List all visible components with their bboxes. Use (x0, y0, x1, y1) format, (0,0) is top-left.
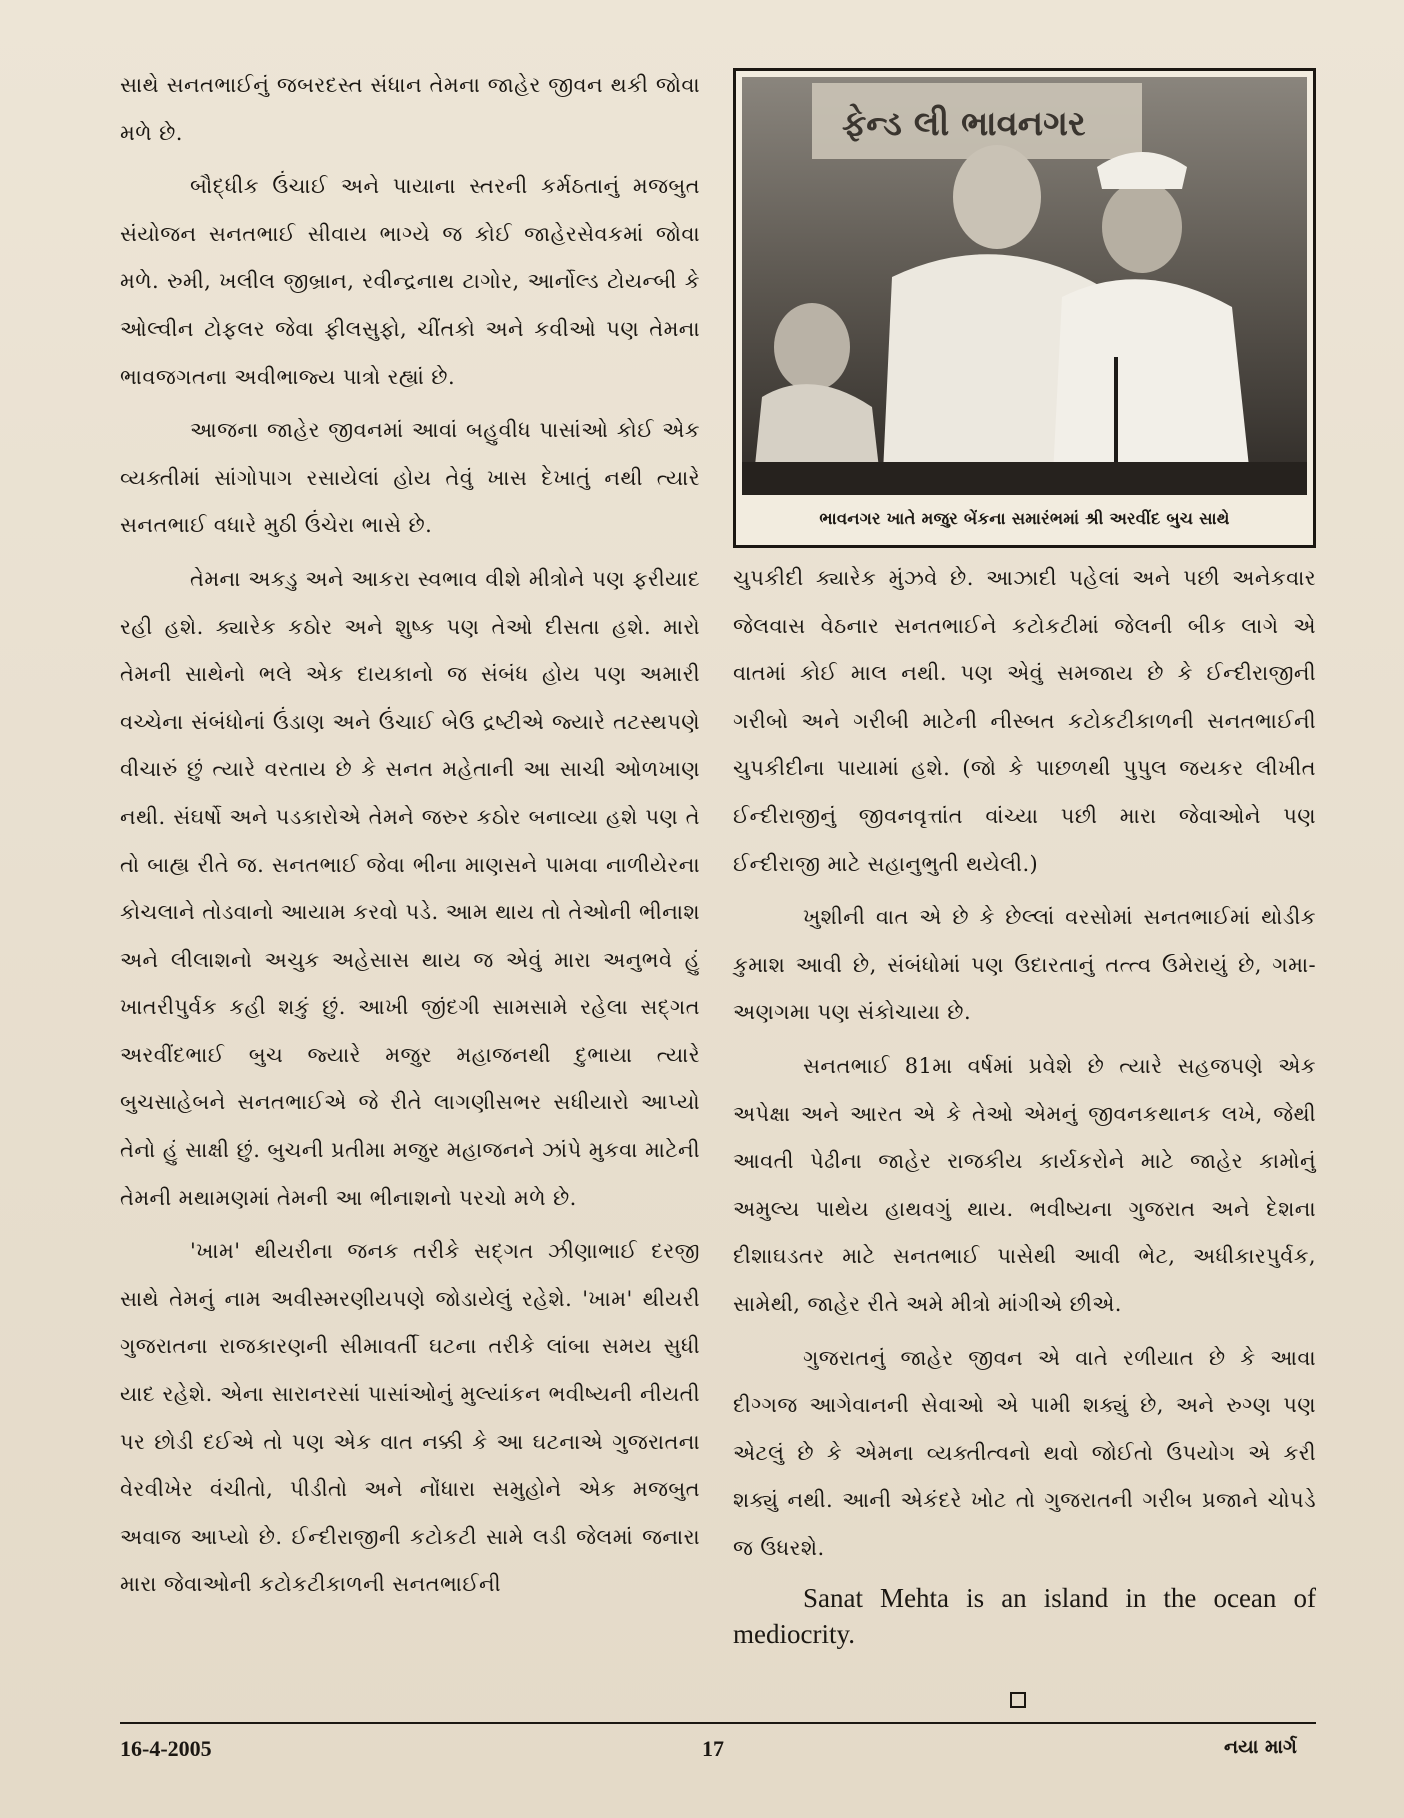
right-paragraph-3: સનતભાઈ 81મા વર્ષમાં પ્રવેશે છે ત્યારે સહજપણે એક અપેક્ષા અને આરત એ કે તેઓ એમનું જીવનકથાનક લખે, જેથી આવતી પેઢીના જાહેર રાજકીય કાર્યકરોને માટે જાહેર કામોનું અમુલ્ય પાથેય હાથવગું થાય. ભવીષ્યના ગુજરાત અને દેશના દીશાઘડતર માટે સનતભાઈ પાસેથી આવી ભેટ, અધીકારપુર્વક, સામેથી, જાહેર રીતે અમે મીત્રો માંગીએ છીએ. (733, 1053, 1316, 1316)
event-photo (742, 77, 1307, 495)
right-column (733, 555, 1316, 1658)
issue-date: 16-4-2005 (120, 1736, 212, 1761)
left-paragraph-1: સાથે સનતભાઈનું જબરદસ્ત સંધાન તેમના જાહેર જીવન થકી જોવા મળે છે. (120, 73, 700, 145)
arvind-buch-head (1102, 181, 1182, 273)
left-paragraph-3: આજના જાહેર જીવનમાં આવાં બહુવીધ પાસાંઓ કોઈ એક વ્યક્તીમાં સાંગોપાગ રસાયેલાં હોય તેવું ખાસ દેખાતું નથી ત્યારે સનતભાઈ વધારે મુઠી ઉંચેરા ભાસે છે. (120, 418, 700, 538)
left-paragraph-4: તેમના અકડુ અને આકરા સ્વભાવ વીશે મીત્રોને પણ ફરીયાદ રહી હશે. ક્યારેક કઠોર અને શુષ્ક પણ તેઓ દીસતા હશે. મારો તેમની સાથેનો ભલે એક દાયકાનો જ સંબંધ હોય પણ અમારી વચ્ચેના સંબંધોનાં ઉંડાણ અને ઉંચાઈ બેઉ દ્રષ્ટીએ જ્યારે તટસ્થપણે વીચારું છું ત્યારે વરતાય છે કે સનત મહેતાની આ સાચી ઓળખાણ નથી. સંઘર્ષો અને પડકારોએ તેમને જરુર કઠોર બનાવ્યા હશે પણ તે તો બાહ્ય રીતે જ. સનતભાઈ જેવા ભીના માણસને પામવા નાળીયેરના કોચલાને તોડવાનો આયામ કરવો પડે. આમ થાય તો તેઓની ભીનાશ અને લીલાશનો અચુક અહેસાસ થાય જ એવું મારા અનુભવે હું ખાતરીપુર્વક કહી શકું છું. આખી જીંદગી સામસામે રહેલા સદ્ગત અરવીંદભાઈ બુચ જ્યારે મજુર મહાજનથી દુભાયા ત્યારે બુચસાહેબને સનતભાઈએ જે રીતે લાગણીસભર સધીયારો આપ્યો તેનો હું સાક્ષી છું. બુચની પ્રતીમા મજુર મહાજનને ઝાંપે મુકવા માટેની તેમની મથામણમાં તેમની આ ભીનાશનો પરચો મળે છે. (120, 566, 700, 1210)
closing-line: Sanat Mehta is an island in the ocean of mediocrity. (733, 1583, 1316, 1650)
photo-caption: ભાવનગર ખાતે મજુર બેંકના સમારંભમાં શ્રી અરવીંદ બુચ સાથે (819, 509, 1230, 528)
right-paragraph-4: ગુજરાતનું જાહેર જીવન એ વાતે રળીયાત છે કે આવા દીગ્ગજ આગેવાનની સેવાઓ એ પામી શક્યું છે, અને રુગ્ણ પણ એટલું છે કે એમના વ્યક્તીત્વનો થવો જોઈતો ઉપયોગ એ કરી શક્યું નથી. આની એકંદરે ખોટ તો ગુજરાતની ગરીબ પ્રજાને ચોપડે જ ઉધરશે. (733, 1345, 1316, 1560)
end-of-article-square-icon (1010, 1692, 1026, 1708)
footer-divider (120, 1722, 1316, 1724)
banner-text: ફેન્ડ લી ભાવનગર (842, 104, 1086, 144)
photo-figure (733, 68, 1316, 548)
photo-illustration (742, 77, 1307, 495)
left-paragraph-5: 'ખામ' થીયરીના જનક તરીકે સદ્ગત ઝીણાભાઈ દરજી સાથે તેમનું નામ અવીસ્મરણીયપણે જોડાયેલું રહેશે. 'ખામ' થીયરી ગુજરાતના રાજકારણની સીમાવર્તી ઘટના તરીકે લાંબા સમય સુધી યાદ રહેશે. એના સારાનરસાં પાસાંઓનું મુલ્યાંકન ભવીષ્યની નીયતી પર છોડી દઈએ તો પણ એક વાત નક્કી કે આ ઘટનાએ ગુજરાતના વેરવીખેર વંચીતો, પીડીતો અને નોંધારા સમુહોને એક મજબુત અવાજ આપ્યો છે. ઈન્દીરાજીની કટોકટી સામે લડી જેલમાં જનારા મારા જેવાઓની કટોકટીકાળની સનતભાઈની (120, 1239, 700, 1597)
right-paragraph-1: ચુપકીદી ક્યારેક મુંઝવે છે. આઝાદી પહેલાં અને પછી અનેકવાર જેલવાસ વેઠનાર સનતભાઈને કટોકટીમાં જેલની બીક લાગે એ વાતમાં કોઈ માલ નથી. પણ એવું સમજાય છે કે ઈન્દીરાજીની ગરીબો અને ગરીબી માટેની નીસ્બત કટોકટીકાળની સનતભાઈની ચુપકીદીના પાયામાં હશે. (જો કે પાછળથી પુપુલ જયકર લીખીત ઈન્દીરાજીનું જીવનવૃત્તાંત વાંચ્યા પછી મારા જેવાઓને પણ ઈન્દીરાજી માટે સહાનુભુતી થયેલી.) (733, 566, 1316, 876)
speaker-head (953, 145, 1041, 249)
publication-name: નયા માર્ગ (1224, 1736, 1297, 1758)
left-column (120, 62, 700, 1615)
right-paragraph-2: ખુશીની વાત એ છે કે છેલ્લાં વરસોમાં સનતભાઈમાં થોડીક કુમાશ આવી છે, સંબંધોમાં પણ ઉદારતાનું તત્ત્વ ઉમેરાયું છે, ગમા-અણગમા પણ સંકોચાયા છે. (733, 905, 1316, 1025)
seated-person-left (774, 303, 850, 391)
page-number: 17 (702, 1736, 724, 1761)
left-paragraph-2: બૌદ્ધીક ઉંચાઈ અને પાયાના સ્તરની કર્મઠતાનું મજબુત સંયોજન સનતભાઈ સીવાય ભાગ્યે જ કોઈ જાહેરસેવકમાં જોવા મળે. રુમી, ખલીલ જીબ્રાન, રવીન્દ્રનાથ ટાગોર, આર્નોલ્ડ ટોયન્બી કે ઓલ્વીન ટોફલર જેવા ફીલસુફો, ચીંતકો અને કવીઓ પણ તેમના ભાવજગતના અવીભાજ્ય પાત્રો રહ્યાં છે. (120, 174, 700, 389)
